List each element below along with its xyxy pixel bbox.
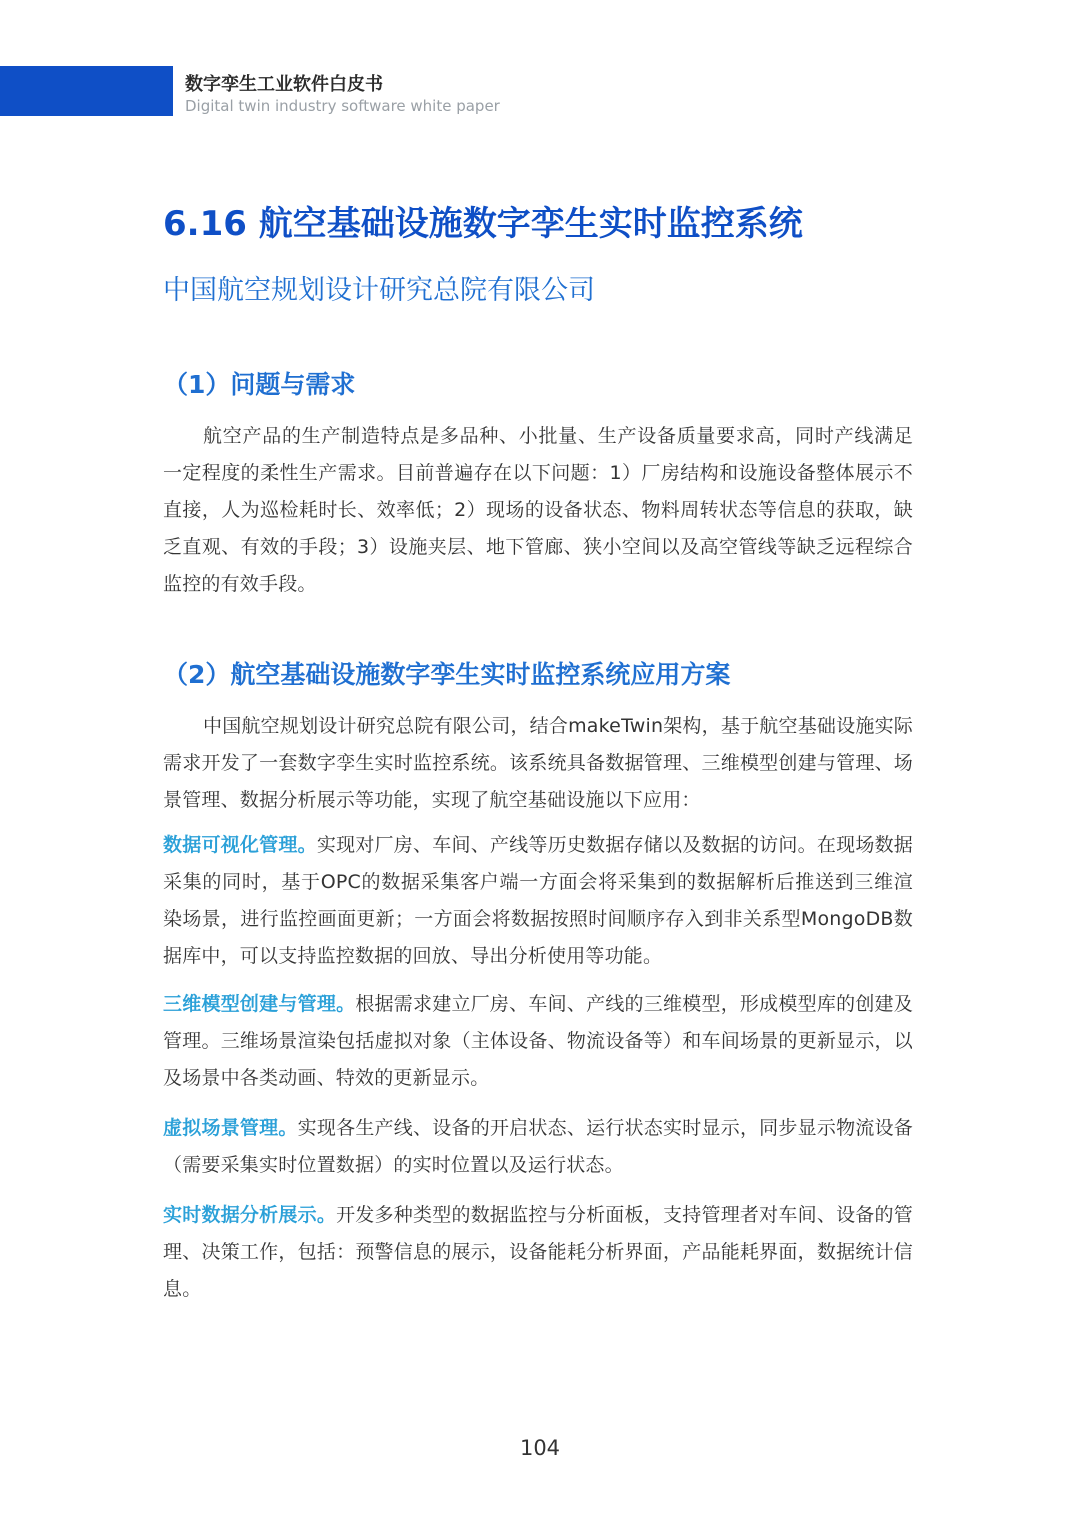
subheading-solution: （2）航空基础设施数字孪生实时监控系统应用方案 (163, 660, 731, 689)
header-accent-bar (0, 66, 173, 116)
page-number: 104 (519, 1436, 561, 1460)
item-data-visualization (163, 827, 913, 975)
item-text: 实现对厂房、车间、产线等历史数据存储以及数据的访问。在现场数据采集的同时，基于OPC的数据采集客户端一方面会将采集到的数据解析后推送到三维渲染场景，进行监控画面更新；一方面会将数据按照时间顺序存入到非关系型MongoDB数据库中，可以支持监控数据的回放、导出分析使用等功能。 (163, 834, 913, 967)
item-realtime-data-analysis (163, 1197, 913, 1308)
company-name: 中国航空规划设计研究总院有限公司 (163, 275, 595, 306)
item-lead: 虚拟场景管理。 (163, 1117, 298, 1139)
item-lead: 三维模型创建与管理。 (163, 993, 356, 1015)
item-text: 根据需求建立厂房、车间、产线的三维模型，形成模型库的创建及管理。三维场景渲染包括虚拟对象（主体设备、物流设备等）和车间场景的更新显示，以及场景中各类动画、特效的更新显示。 (163, 993, 913, 1089)
item-text: 开发多种类型的数据监控与分析面板，支持管理者对车间、设备的管理、决策工作，包括：预警信息的展示，设备能耗分析界面，产品能耗界面，数据统计信息。 (163, 1204, 913, 1300)
header-subtitle: Digital twin industry software white paper (185, 97, 500, 115)
item-text: 实现各生产线、设备的开启状态、运行状态实时显示，同步显示物流设备（需要采集实时位置数据）的实时位置以及运行状态。 (163, 1117, 913, 1176)
header-title: 数字孪生工业软件白皮书 (185, 74, 383, 95)
paragraph-problems: 航空产品的生产制造特点是多品种、小批量、生产设备质量要求高，同时产线满足一定程度的柔性生产需求。目前普遍存在以下问题：1）厂房结构和设施设备整体展示不直接，人为巡检耗时长、效率低；2）现场的设备状态、物料周转状态等信息的获取，缺乏直观、有效的手段；3）设施夹层、地下管廊、狭小空间以及高空管线等缺乏远程综合监控的有效手段。 (163, 425, 913, 595)
item-lead: 实时数据分析展示。 (163, 1204, 337, 1226)
section-title: 6.16 航空基础设施数字孪生实时监控系统 (163, 204, 803, 244)
subheading-problems: （1）问题与需求 (163, 370, 356, 399)
item-virtual-scene-management (163, 1110, 913, 1184)
item-3d-model-management (163, 986, 913, 1097)
item-lead: 数据可视化管理。 (163, 834, 317, 856)
paragraph-solution-intro: 中国航空规划设计研究总院有限公司，结合makeTwin架构，基于航空基础设施实际需求开发了一套数字孪生实时监控系统。该系统具备数据管理、三维模型创建与管理、场景管理、数据分析展示等功能，实现了航空基础设施以下应用： (163, 715, 913, 811)
